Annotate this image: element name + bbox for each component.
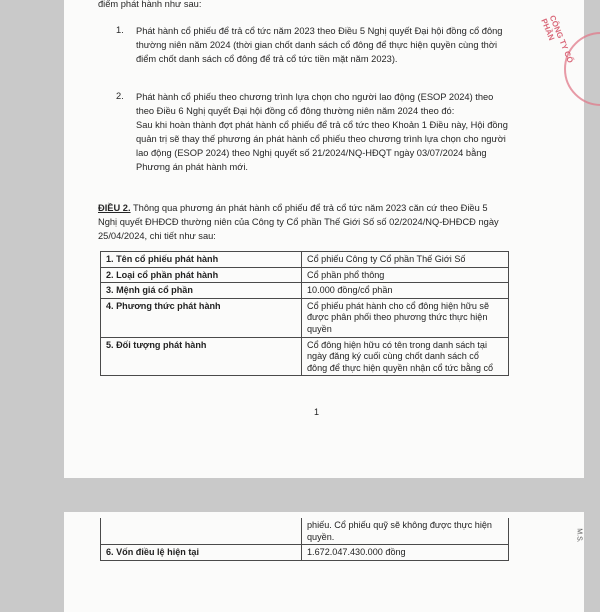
item-1-line-1: Phát hành cổ phiếu để trả cổ tức năm 2023 theo Điều 5 Nghị quyết Đại hội đồng cổ đông xyxy=(136,26,503,36)
row-4-value-line-1: Cổ phiếu phát hành cho cổ đông hiện hữu sẽ xyxy=(307,300,490,311)
item-2-line-3: Sau khi hoàn thành đợt phát hành cổ phiếu để trả cổ tức theo Khoản 1 Điều này, Hội đồng xyxy=(136,120,508,130)
row-5-cont-line-1: phiếu. Cổ phiếu quỹ sẽ không được thực hiện xyxy=(307,520,492,530)
table-row xyxy=(101,298,509,337)
item-2-line-4: quản trị sẽ thay thế phương án phát hành cổ phiếu theo chương trình lựa chọn cho người xyxy=(136,134,506,144)
item-1-line-3: điểm chốt danh sách cổ đông để trả cổ tức tiền mặt năm 2023). xyxy=(136,54,398,64)
row-4-value-line-2: được phân phối theo phương thức thực hiện xyxy=(307,312,488,323)
row-5-value-line-2: ngày đăng ký cuối cùng chốt danh sách cổ xyxy=(307,351,479,362)
row-5-cont-line-2: quyền. xyxy=(307,531,335,542)
item-2-line-2: theo Điều 6 Nghị quyết Đại hội đồng cổ đông thường niên năm 2024 theo đó: xyxy=(136,106,455,116)
row-4-value-line-3: quyền xyxy=(307,323,332,334)
page-number: 1 xyxy=(314,407,320,417)
row-4-value xyxy=(302,298,509,337)
article-2-line-3: 25/04/2024, chi tiết như sau: xyxy=(98,231,216,241)
row-4-key: 4. Phương thức phát hành xyxy=(101,298,302,337)
item-2-number: 2. xyxy=(116,91,124,101)
row-5-value-line-1: Cổ đông hiện hữu có tên trong danh sách tại xyxy=(307,339,488,350)
item-1-line-2: thường niên năm 2024 (thời gian chốt danh sách cổ đông để thực hiện quyền cùng thời xyxy=(136,40,498,50)
article-2-line-1-text: Thông qua phương án phát hành cổ phiếu để trả cổ tức năm 2023 căn cứ theo Điều 5 xyxy=(130,203,488,213)
row-6-key: 6. Vốn điều lệ hiện tại xyxy=(101,545,302,561)
intro-line: điểm phát hành như sau: xyxy=(98,0,202,9)
row-5-value-line-3: đông để thực hiện quyền nhận cổ tức bằng cổ xyxy=(307,362,494,373)
article-2-line-2: Nghị quyết ĐHĐCĐ thường niên của Công ty Cổ phần Thế Giới Số số 02/2024/NQ-ĐHĐCĐ ngày xyxy=(98,217,499,227)
table-row xyxy=(101,252,509,268)
row-1-key: 1. Tên cổ phiếu phát hành xyxy=(101,252,302,268)
table-row xyxy=(101,267,509,283)
article-2-heading: ĐIỀU 2. xyxy=(98,203,131,213)
stamp-text: CÔNG TY CỔ PHẦN xyxy=(539,14,575,65)
issuance-info-table xyxy=(100,251,509,376)
side-mark: M.S. xyxy=(575,528,583,543)
row-1-value: Cổ phiếu Công ty Cổ phần Thế Giới Số xyxy=(302,252,509,268)
row-3-value: 10.000 đồng/cổ phần xyxy=(302,283,509,299)
table-row xyxy=(101,545,509,561)
row-3-key: 3. Mệnh giá cổ phần xyxy=(101,283,302,299)
table-row xyxy=(101,283,509,299)
item-1-number: 1. xyxy=(116,25,124,35)
item-2-line-5: lao động (ESOP 2024) theo Nghị quyết số 21/2024/NQ-HĐQT ngày 03/07/2024 bằng xyxy=(136,148,487,158)
row-5-key: 5. Đối tượng phát hành xyxy=(101,337,302,376)
document-page-1 xyxy=(64,0,584,478)
table-row xyxy=(101,337,509,376)
item-2-line-6: Phương án phát hành mới. xyxy=(136,162,248,172)
row-2-value: Cổ phần phổ thông xyxy=(302,267,509,283)
row-5-value xyxy=(302,337,509,376)
document-page-2 xyxy=(64,512,584,612)
issuance-info-table-continued xyxy=(100,518,509,561)
table-row xyxy=(101,518,509,545)
article-2-line-1 xyxy=(98,202,488,215)
row-6-value: 1.672.047.430.000 đồng xyxy=(302,545,509,561)
row-5-value-continued xyxy=(302,518,509,545)
item-2-line-1: Phát hành cổ phiếu theo chương trình lựa chọn cho người lao động (ESOP 2024) theo xyxy=(136,92,494,102)
row-5-key-continued xyxy=(101,518,302,545)
row-2-key: 2. Loại cổ phần phát hành xyxy=(101,267,302,283)
